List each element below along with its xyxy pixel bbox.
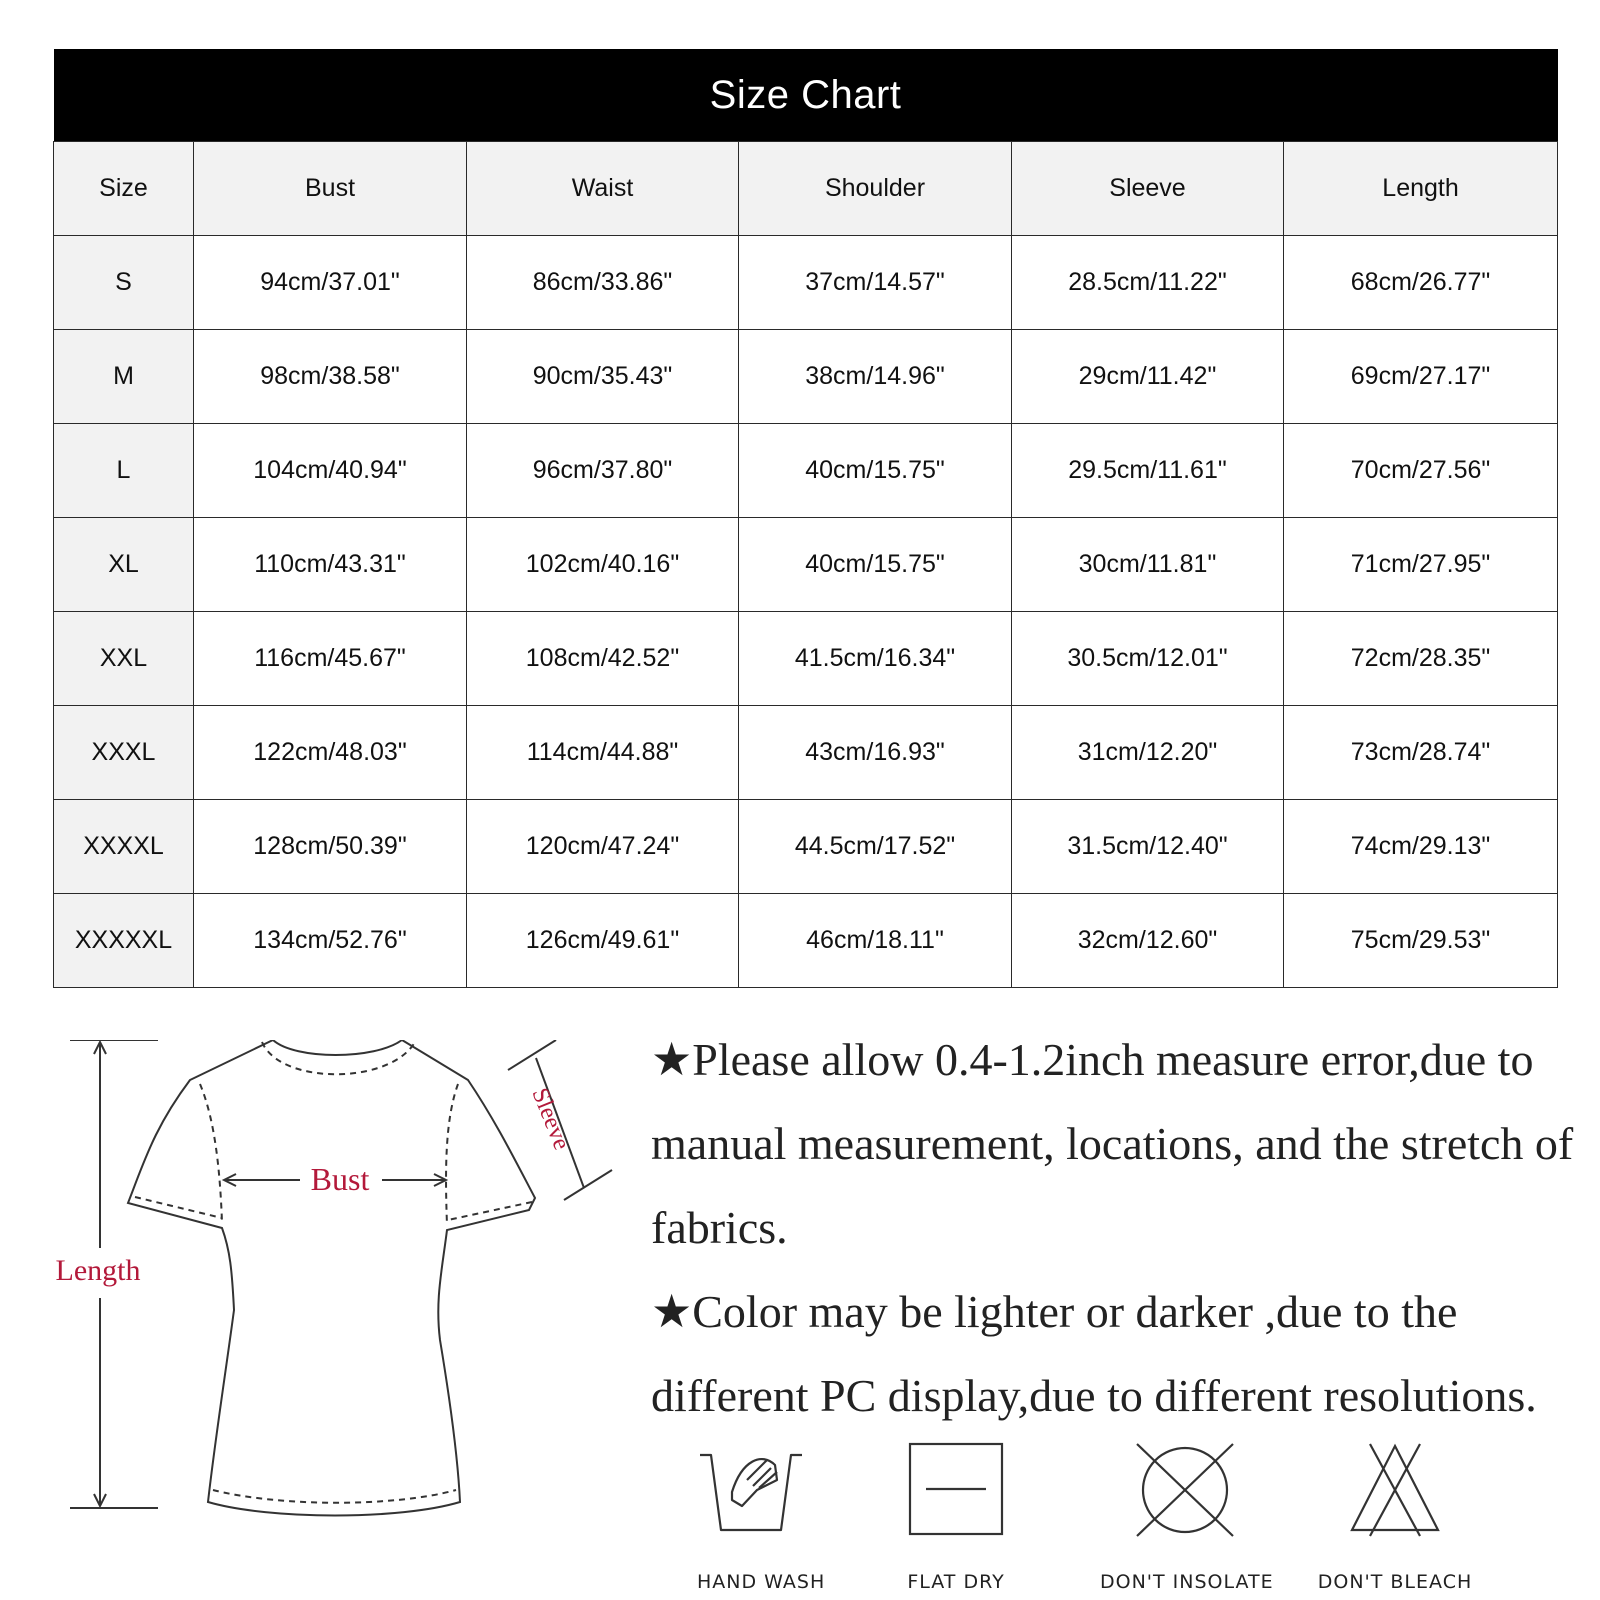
measurement-cell: 96cm/37.80" bbox=[467, 424, 739, 518]
do-not-tumble-dry-icon bbox=[1100, 1440, 1270, 1540]
size-cell: XXXXL bbox=[54, 800, 194, 894]
color-variance-note: ★Color may be lighter or darker ,due to the different PC display,due to different resolutions. bbox=[651, 1286, 1537, 1421]
measurement-cell: 44.5cm/17.52" bbox=[739, 800, 1012, 894]
measurement-cell: 30.5cm/12.01" bbox=[1012, 612, 1284, 706]
table-row bbox=[54, 894, 1558, 988]
flat-dry-label: FLAT DRY bbox=[907, 1571, 1005, 1593]
care-item-hand-wash bbox=[697, 1440, 826, 1593]
measurement-cell: 29.5cm/11.61" bbox=[1012, 424, 1284, 518]
measurement-cell: 98cm/38.58" bbox=[194, 330, 467, 424]
column-header-size: Size bbox=[54, 142, 194, 236]
table-row bbox=[54, 612, 1558, 706]
size-cell: XXXL bbox=[54, 706, 194, 800]
measurement-cell: 104cm/40.94" bbox=[194, 424, 467, 518]
disclaimer-notes bbox=[651, 1018, 1596, 1438]
measurement-cell: 72cm/28.35" bbox=[1284, 612, 1558, 706]
measurement-cell: 114cm/44.88" bbox=[467, 706, 739, 800]
length-label: Length bbox=[55, 1254, 141, 1287]
measurement-cell: 31.5cm/12.40" bbox=[1012, 800, 1284, 894]
measurement-cell: 46cm/18.11" bbox=[739, 894, 1012, 988]
table-row bbox=[54, 800, 1558, 894]
measurement-cell: 128cm/50.39" bbox=[194, 800, 467, 894]
measurement-cell: 122cm/48.03" bbox=[194, 706, 467, 800]
do-not-bleach-icon bbox=[1310, 1440, 1480, 1540]
measurement-cell: 43cm/16.93" bbox=[739, 706, 1012, 800]
measurement-cell: 74cm/29.13" bbox=[1284, 800, 1558, 894]
measurement-cell: 75cm/29.53" bbox=[1284, 894, 1558, 988]
size-cell: S bbox=[54, 236, 194, 330]
measurement-error-note: ★Please allow 0.4-1.2inch measure error,due to manual measurement, locations, and the stretch of fabrics. bbox=[651, 1034, 1574, 1253]
measurement-cell: 73cm/28.74" bbox=[1284, 706, 1558, 800]
measurement-cell: 32cm/12.60" bbox=[1012, 894, 1284, 988]
measurement-cell: 38cm/14.96" bbox=[739, 330, 1012, 424]
size-cell: L bbox=[54, 424, 194, 518]
flat-dry-icon bbox=[906, 1440, 1006, 1540]
size-cell: XXL bbox=[54, 612, 194, 706]
measurement-cell: 29cm/11.42" bbox=[1012, 330, 1284, 424]
column-header-waist: Waist bbox=[467, 142, 739, 236]
measurement-cell: 40cm/15.75" bbox=[739, 518, 1012, 612]
measurement-cell: 71cm/27.95" bbox=[1284, 518, 1558, 612]
tshirt-measurement-diagram bbox=[40, 1040, 640, 1580]
measurement-cell: 69cm/27.17" bbox=[1284, 330, 1558, 424]
size-chart-title: Size Chart bbox=[54, 49, 1558, 142]
hand-wash-icon bbox=[697, 1440, 807, 1540]
table-row bbox=[54, 424, 1558, 518]
hand-wash-label: HAND WASH bbox=[697, 1571, 826, 1593]
table-row bbox=[54, 706, 1558, 800]
measurement-cell: 126cm/49.61" bbox=[467, 894, 739, 988]
care-item-dont-bleach bbox=[1310, 1440, 1480, 1593]
tshirt-outline bbox=[128, 1040, 535, 1516]
measurement-cell: 86cm/33.86" bbox=[467, 236, 739, 330]
table-row bbox=[54, 518, 1558, 612]
bust-label: Bust bbox=[310, 1161, 370, 1197]
measurement-cell: 134cm/52.76" bbox=[194, 894, 467, 988]
measurement-cell: 94cm/37.01" bbox=[194, 236, 467, 330]
table-row bbox=[54, 236, 1558, 330]
measurement-cell: 68cm/26.77" bbox=[1284, 236, 1558, 330]
measurement-cell: 37cm/14.57" bbox=[739, 236, 1012, 330]
column-header-length: Length bbox=[1284, 142, 1558, 236]
measurement-cell: 90cm/35.43" bbox=[467, 330, 739, 424]
size-cell: XXXXXL bbox=[54, 894, 194, 988]
measurement-cell: 28.5cm/11.22" bbox=[1012, 236, 1284, 330]
measurement-cell: 116cm/45.67" bbox=[194, 612, 467, 706]
size-chart-table bbox=[53, 49, 1558, 988]
column-header-shoulder: Shoulder bbox=[739, 142, 1012, 236]
column-header-bust: Bust bbox=[194, 142, 467, 236]
table-row bbox=[54, 330, 1558, 424]
size-cell: XL bbox=[54, 518, 194, 612]
measurement-cell: 108cm/42.52" bbox=[467, 612, 739, 706]
size-chart-title-row bbox=[54, 49, 1558, 142]
measurement-cell: 41.5cm/16.34" bbox=[739, 612, 1012, 706]
size-chart-header-row bbox=[54, 142, 1558, 236]
measurement-cell: 40cm/15.75" bbox=[739, 424, 1012, 518]
measurement-cell: 31cm/12.20" bbox=[1012, 706, 1284, 800]
measurement-cell: 70cm/27.56" bbox=[1284, 424, 1558, 518]
dont-insolate-label: DON'T INSOLATE bbox=[1100, 1571, 1274, 1593]
column-header-sleeve: Sleeve bbox=[1012, 142, 1284, 236]
sleeve-label: Sleeve bbox=[526, 1084, 575, 1154]
measurement-cell: 110cm/43.31" bbox=[194, 518, 467, 612]
measurement-cell: 30cm/11.81" bbox=[1012, 518, 1284, 612]
measurement-cell: 120cm/47.24" bbox=[467, 800, 739, 894]
care-item-flat-dry bbox=[906, 1440, 1006, 1593]
measurement-cell: 102cm/40.16" bbox=[467, 518, 739, 612]
dont-bleach-label: DON'T BLEACH bbox=[1317, 1571, 1473, 1593]
size-cell: M bbox=[54, 330, 194, 424]
care-item-dont-insolate bbox=[1100, 1440, 1274, 1593]
